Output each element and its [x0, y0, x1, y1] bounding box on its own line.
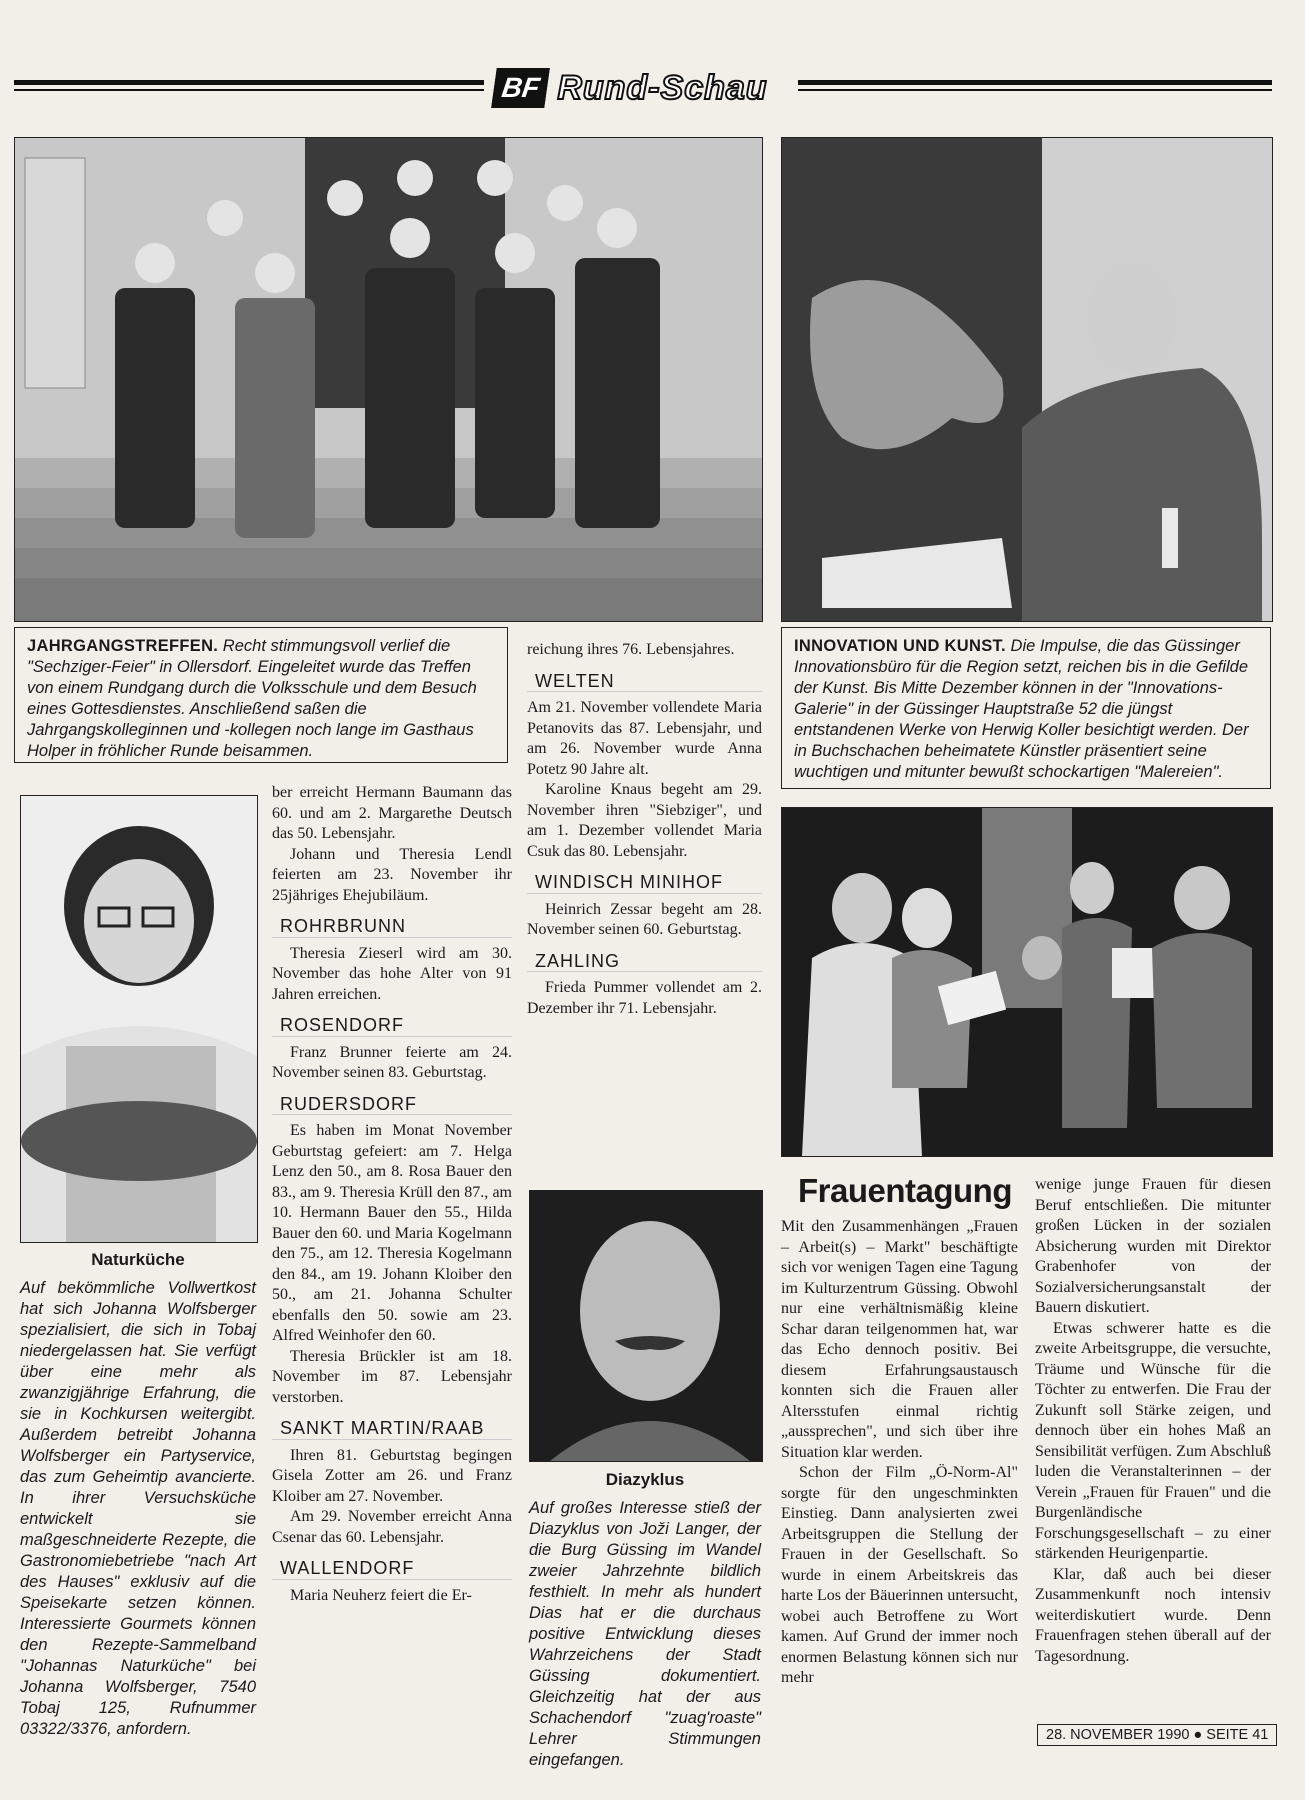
text-rosendorf: Franz Brunner feierte am 24. November seinen 83. Geburtstag. — [272, 1043, 512, 1081]
text-sankt-martin-2: Am 29. November erreicht Anna Csenar das 60. Lebensjahr. — [272, 1508, 512, 1546]
text-rudersdorf-2: Theresia Brückler ist am 18. November im 87. Lebensjahr verstorben. — [272, 1347, 512, 1406]
frauentagung-p4: Etwas schwerer hatte es die zweite Arbeitsgruppe, die versuchte, Träume und Wünsche für die Töchter zu entwerfen. Die Frau der Zukunft soll Stärke zeigen, und dennoch über ein hohes Maß an Sensibilität verfügen. Zum Abschluß luden die Veranstalterinnen – der Verein „Frauen für Frauen" und die Burgenländische Forschungsgesellschaft – zu einer stärkenden Heurigenpartie. — [1035, 1319, 1271, 1562]
caption-innovation-head: INNOVATION UND KUNST. — [794, 637, 1006, 655]
column-2 — [272, 783, 512, 1606]
text-rudersdorf-1: Es haben im Monat November Geburtstag gefeiert: am 7. Helga Lenz den 50., am 8. Rosa Bauer den 83., am 9. Theresia Krüll den 87., am 10. Hermann Bauer den 55., Hilda Bauer den 60. und Maria Kogelmann den 75., am 12. Theresia Kogelmann den 84., am 19. Johann Kloiber den 50., am 21. Johanna Schulter ebenfalls den 50. sowie am 23. Alfred Weinhofer den 60. — [272, 1122, 512, 1344]
diazyklus-title: Diazyklus — [605, 1470, 685, 1489]
text-welten-2: Karoline Knaus begeht am 29. November ihren "Siebziger", und am 1. Dezember vollendet Maria Csuk das 80. Lebensjahr. — [527, 781, 762, 860]
page-footer — [1037, 1724, 1277, 1746]
footer-page: SEITE 41 — [1206, 1727, 1269, 1743]
footer-date: 28. NOVEMBER 1990 — [1046, 1727, 1190, 1743]
text-wallendorf: Maria Neuherz feiert die Er- — [290, 1586, 472, 1604]
caption-jahrgangstreffen-head: JAHRGANGSTREFFEN. — [27, 637, 219, 655]
photo-frauentagung — [781, 807, 1273, 1157]
text-rohrbrunn: Theresia Zieserl wird am 30. November das hohe Alter von 91 Jahren erreichen. — [272, 944, 512, 1003]
frauentagung-p3: wenige junge Frauen für diesen Beruf entschließen. Die mitunter großen Lücken in der sozialen Absicherung wurden mit Direktor Grabenhofer von der Sozialversicherungsanstalt der Bauern diskutiert. — [1035, 1176, 1271, 1316]
col2-p2: Johann und Theresia Lendl feierten am 23. November ihr 25jähriges Ehejubiläum. — [272, 845, 512, 904]
photo-diazyklus — [529, 1190, 763, 1462]
photo-jahrgangstreffen — [14, 137, 763, 622]
heading-rosendorf: ROSENDORF — [272, 1015, 512, 1037]
caption-innovation-kunst — [781, 627, 1271, 789]
masthead-rule-left-thin — [14, 89, 484, 91]
frauentagung-headline: Frauentagung — [798, 1172, 1012, 1209]
masthead-rule-right — [798, 80, 1272, 85]
diazyklus-text: Auf großes Interesse stieß der Diazyklus von Joži Langer, der die Burg Güssing im Wandel zweier Jahrzehnte bildlich festhielt. In mehr als hundert Dias hat er die durchaus positive Entwicklung dieses Wahrzeichens der Stadt Güssing dokumentiert. Gleichzeitig hat der aus Schachendorf "zuag'roaste" Lehrer Stimmungen eingefangen. — [529, 1499, 761, 1769]
masthead-rule-right-thin — [798, 89, 1272, 91]
heading-wallendorf: WALLENDORF — [272, 1558, 512, 1580]
col3-p1: reichung ihres 76. Lebensjahres. — [527, 641, 735, 658]
column-3 — [527, 640, 762, 1019]
heading-welten: WELTEN — [527, 671, 762, 693]
text-zahling: Frieda Pummer vollendet am 2. Dezember ihr 71. Lebensjahr. — [527, 979, 762, 1017]
caption-jahrgangstreffen-text: Recht stimmungsvoll verlief die "Sechziger-Feier" in Ollersdorf. Eingeleitet wurde das Treffen von einem Rundgang durch die Volksschule und dem Besuch eines Gottesdienstes. Anschließend saßen die Jahrgangskolleginnen und -kollegen noch lange im Gasthaus Holper in fröhlicher Runde beisammen. — [27, 637, 477, 760]
naturkueche-title: Naturküche — [91, 1250, 185, 1269]
photo-naturkueche — [20, 795, 258, 1243]
heading-zahling: ZAHLING — [527, 951, 762, 973]
section-title: Rund-Schau — [557, 68, 768, 107]
text-windisch-minihof: Heinrich Zessar begeht am 28. November seinen 60. Geburtstag. — [527, 900, 762, 938]
masthead-rule-left — [14, 80, 484, 85]
frauentagung-p2: Schon der Film „Ö-Norm-Al" sorgte für den ungeschminkten Einstieg. Dann analysierten zwei Arbeitsgruppen die Stellung der Frauen in der Gesellschaft. So wurde in einem Arbeitskreis das harte Los der Bäuerinnen untersucht, wobei auch Betroffene zu Wort kamen. Auf Grund der immer noch enormen Belastung können sich nur mehr — [781, 1464, 1018, 1686]
masthead — [494, 66, 768, 110]
frauentagung-p5: Klar, daß auch bei dieser Zusammenkunft noch intensiv weiterdiskutiert wurde. Denn Frauenfragen stehen überall auf der Tagesordnung. — [1035, 1565, 1271, 1665]
heading-rudersdorf: RUDERSDORF — [272, 1094, 512, 1116]
naturkueche-text: Auf bekömmliche Vollwertkost hat sich Johanna Wolfsberger spezialisiert, die sich in Tobaj niedergelassen hat. Sie verfügt über eine mehr als zwanzigjährige Erfahrung, die sie in Kochkursen weitergibt. Außerdem betreibt Johanna Wolfsberger ein Partyservice, das zum Geheimtip avancierte. In ihrer Versuchsküche entwickelt sie maßgeschneiderte Rezepte, die Gastronomiebetriebe "nach Art des Hauses" exklusiv auf die Speisekarte setzen können. Interessierte Gourmets können den Rezepte-Sammelband "Johannas Naturküche" bei Johanna Wolfsberger, 7540 Tobaj 125, Rufnummer 03322/3376, anfordern. — [20, 1279, 256, 1738]
col2-p1: ber erreicht Hermann Baumann das 60. und am 2. Margarethe Deutsch das 50. Lebensjahr. — [272, 784, 512, 842]
caption-innovation-text: Die Impulse, die das Güssinger Innovationsbüro für die Region setzt, reichen bis in die Gefilde der Kunst. Bis Mitte Dezember können in der "Innovations-Galerie" in der Güssinger Hauptstraße 52 die jüngst entstandenen Werke von Herwig Koller besichtigt werden. Der in Buchschachen beheimatete Künstler präsentiert seine wuchtigen und mitunter bewußt schockartigen "Malereien". — [794, 637, 1249, 781]
heading-rohrbrunn: ROHRBRUNN — [272, 916, 512, 938]
caption-jahrgangstreffen — [14, 627, 508, 763]
frauentagung-col-1 — [781, 1217, 1018, 1689]
bf-logo: BF — [491, 68, 550, 108]
frauentagung-p1: Mit den Zusammenhängen „Frauen – Arbeit(s) – Markt" beschäftigte sich vor wenigen Tagen eine Tagung im Kulturzentrum Güssing. Obwohl nur eine verhältnismäßig kleine Schar daran teilgenommen hat, war das Echo dennoch positiv. Bei diesem Erfahrungsaustausch konnten sich die Frauen aller Altersstufen einmal richtig „aussprechen", und sich über ihre Situation klar werden. — [781, 1218, 1018, 1461]
heading-sankt-martin: SANKT MARTIN/RAAB — [272, 1418, 512, 1440]
frauentagung-col-2 — [1035, 1175, 1271, 1667]
bullet-icon: ● — [1193, 1727, 1203, 1743]
text-sankt-martin-1: Ihren 81. Geburtstag begingen Gisela Zotter am 26. und Franz Kloiber am 27. November. — [272, 1446, 512, 1505]
photo-innovation-kunst — [781, 137, 1273, 622]
text-welten-1: Am 21. November vollendete Maria Petanovits das 87. Lebensjahr, und am 26. November wurde Anna Potetz 90 Jahre alt. — [527, 699, 762, 778]
heading-windisch-minihof: WINDISCH MINIHOF — [527, 872, 762, 894]
